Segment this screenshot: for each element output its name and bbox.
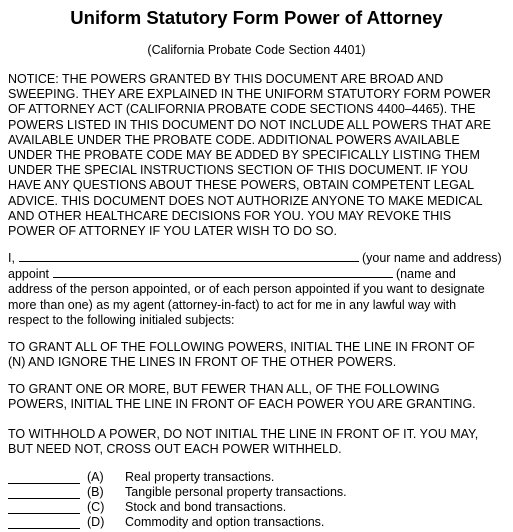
notice-line: ADVICE. THIS DOCUMENT DOES NOT AUTHORIZE ANYONE TO MAKE MEDICAL [8,193,483,208]
notice-line: AND OTHER HEALTHCARE DECISIONS FOR YOU. YOU MAY REVOKE THIS [8,208,452,223]
power-item-c [8,500,508,515]
appoint-text-line: respect to the following initialed subjects: [8,312,235,327]
power-description: Stock and bond transactions. [125,500,287,514]
initial-field[interactable] [8,500,80,514]
power-item-b [8,485,508,500]
initial-field[interactable] [8,515,80,529]
withhold-line: TO WITHHOLD A POWER, DO NOT INITIAL THE LINE IN FRONT OF IT. YOU MAY, [8,427,479,441]
notice-line: UNDER THE SPECIAL INSTRUCTIONS SECTION OF THIS DOCUMENT. IF YOU [8,163,469,178]
power-letter: (C) [87,500,105,514]
notice-line: POWER OF ATTORNEY IF YOU LATER WISH TO DO SO. [8,224,337,239]
power-letter: (D) [87,515,105,529]
appoint-text-line: address of the person appointed, or of each person appointed if you want to designate [8,282,485,297]
document-title: Uniform Statutory Form Power of Attorney [70,7,443,28]
grant-some-line: TO GRANT ONE OR MORE, BUT FEWER THAN ALL, OF THE FOLLOWING [8,382,440,396]
power-letter: (B) [87,485,104,499]
power-letter: (A) [87,470,104,484]
power-description: Commodity and option transactions. [125,515,325,529]
grant-some-paragraph [8,382,508,412]
power-item-a [8,470,508,485]
notice-line: AVAILABLE UNDER THE PROBATE CODE. ADDITIONAL POWERS AVAILABLE [8,132,460,147]
notice-line: HAVE ANY QUESTIONS ABOUT THESE POWERS, OBTAIN COMPETENT LEGAL [8,178,475,193]
appoint-suffix: (name and [396,267,456,282]
principal-prefix: I, [8,251,15,265]
notice-line: NOTICE: THE POWERS GRANTED BY THIS DOCUMENT ARE BROAD AND [8,72,444,86]
power-item-d [8,515,508,530]
initial-field[interactable] [8,470,80,484]
grant-all-line: TO GRANT ALL OF THE FOLLOWING POWERS, INITIAL THE LINE IN FRONT OF [8,340,475,354]
document-subtitle: (California Probate Code Section 4401) [147,43,366,57]
grant-some-line: POWERS, INITIAL THE LINE IN FRONT OF EACH POWER YOU ARE GRANTING. [8,397,476,412]
powers-list [8,470,508,530]
appoint-text-line: more than one) as my agent (attorney-in-fact) to act for me in any lawful way with [8,297,457,312]
withhold-paragraph [8,427,508,457]
power-description: Tangible personal property transactions. [125,485,347,499]
agent-name-field[interactable] [53,266,393,278]
appoint-line [8,266,508,282]
withhold-line: BUT NEED NOT, CROSS OUT EACH POWER WITHHELD. [8,442,342,457]
notice-line: OF ATTORNEY ACT (CALIFORNIA PROBATE CODE SECTIONS 4400–4465). THE [8,102,476,117]
principal-line [8,250,508,266]
notice-paragraph [8,72,508,239]
notice-line: POWERS LISTED IN THIS DOCUMENT DO NOT INCLUDE ALL POWERS THAT ARE [8,117,491,132]
grant-all-paragraph [8,340,508,370]
notice-line: SWEEPING. THEY ARE EXPLAINED IN THE UNIFORM STATUTORY FORM POWER [8,87,491,102]
principal-name-field[interactable] [19,250,359,262]
grant-all-line: (N) AND IGNORE THE LINES IN FRONT OF THE OTHER POWERS. [8,355,397,370]
notice-line: UNDER THE PROBATE CODE MAY BE ADDED BY SPECIFICALLY LISTING THEM [8,148,480,163]
appointment-paragraph [8,250,508,328]
initial-field[interactable] [8,485,80,499]
power-description: Real property transactions. [125,470,275,484]
appoint-prefix: appoint [8,267,50,282]
principal-suffix: (your name and address) [361,251,502,265]
